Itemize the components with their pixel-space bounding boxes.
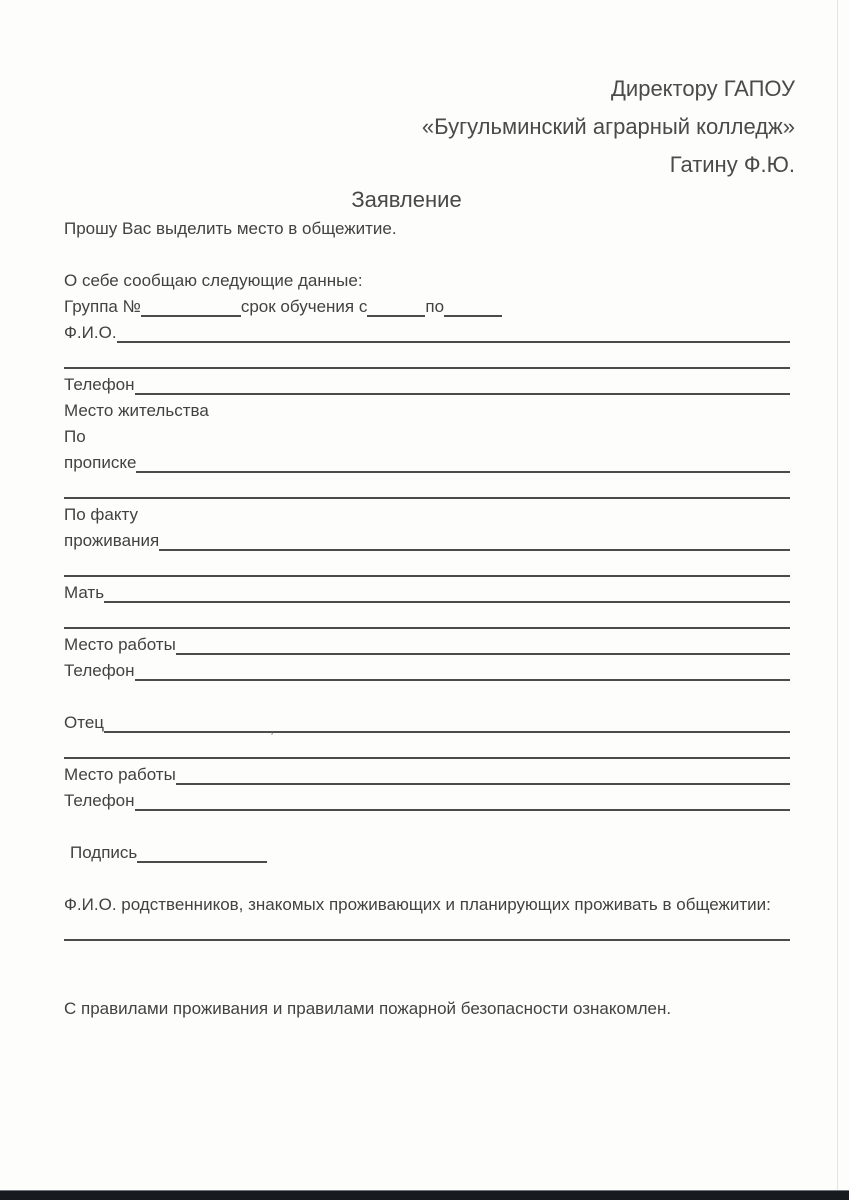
phone-blank-line	[135, 372, 790, 395]
scan-bottom-edge	[0, 1190, 849, 1200]
spacer-row	[64, 866, 790, 892]
spacer-row	[64, 970, 790, 996]
recipient-line-3: Гатину Ф.Ю.	[669, 152, 795, 177]
registration-blank-line	[136, 450, 790, 473]
mother-label: Мать	[64, 583, 105, 602]
recipient-block	[0, 70, 795, 184]
field-row-mother	[64, 580, 790, 606]
fio-blank-line	[117, 320, 790, 343]
request-row	[64, 216, 790, 242]
rules-acknowledgement-row	[64, 996, 790, 1022]
term-to-label: по	[425, 297, 445, 316]
registration-word-row	[64, 424, 790, 450]
recipient-line-2: «Бугульминский аграрный колледж»	[421, 114, 795, 139]
field-row-group	[64, 294, 790, 320]
field-row-father	[64, 710, 790, 736]
field-row-fio	[64, 320, 790, 346]
group-number-blank	[141, 294, 241, 317]
field-row-mother-phone	[64, 658, 790, 684]
field-row-father-workplace	[64, 762, 790, 788]
mother-phone-blank-line	[135, 658, 790, 681]
mother-workplace-blank-line	[176, 632, 790, 655]
signature-blank-line	[137, 840, 267, 863]
field-row-phone-1	[64, 372, 790, 398]
recipient-line-1: Директору ГАПОУ	[611, 76, 795, 101]
term-from-blank	[367, 294, 425, 317]
field-row-registration	[64, 450, 790, 476]
field-row-signature	[64, 840, 790, 866]
form-body	[64, 216, 790, 1022]
spacer-row	[64, 684, 790, 710]
registration-label-line1: По	[64, 427, 86, 446]
residence-label: Место жительства	[64, 401, 209, 420]
workplace-label: Место работы	[64, 765, 176, 784]
term-to-blank	[444, 294, 502, 317]
signature-label: Подпись	[70, 843, 138, 862]
request-text: Прошу Вас выделить место в общежитие.	[64, 219, 397, 238]
field-row-fact	[64, 528, 790, 554]
spacer-row	[64, 814, 790, 840]
spacer-row	[64, 242, 790, 268]
about-heading-row	[64, 268, 790, 294]
father-workplace-blank-line	[176, 762, 790, 785]
continuation-blank-line	[64, 554, 790, 577]
father-blank-line	[104, 710, 790, 733]
relatives-heading: Ф.И.О. родственников, знакомых проживающих и планирующих проживать в общежитии:	[64, 895, 771, 914]
phone-label: Телефон	[64, 375, 135, 394]
continuation-blank-line	[64, 736, 790, 759]
phone-label: Телефон	[64, 661, 135, 680]
spacer-row	[64, 944, 790, 970]
mother-blank-line	[104, 580, 790, 603]
father-label: Отец	[64, 713, 105, 732]
field-row-father-phone	[64, 788, 790, 814]
registration-label-line2: прописке	[64, 453, 137, 472]
relatives-blank-line	[64, 918, 790, 941]
term-label: срок обучения с	[240, 297, 368, 316]
scan-artifact-comma: ,	[270, 720, 274, 736]
continuation-blank-line	[64, 476, 790, 499]
about-heading: О себе сообщаю следующие данные:	[64, 271, 363, 290]
paper-edge-shadow	[837, 0, 838, 1200]
group-label: Группа №	[64, 297, 141, 316]
fact-label-line2: проживания	[64, 531, 160, 550]
father-phone-blank-line	[135, 788, 790, 811]
continuation-blank-line	[64, 606, 790, 629]
continuation-blank-line	[64, 346, 790, 369]
workplace-label: Место работы	[64, 635, 176, 654]
residence-heading-row	[64, 398, 790, 424]
rules-acknowledgement-text: С правилами проживания и правилами пожарной безопасности ознакомлен.	[64, 999, 672, 1018]
field-row-mother-workplace	[64, 632, 790, 658]
fio-label: Ф.И.О.	[64, 323, 117, 342]
fact-label-line1: По факту	[64, 505, 138, 524]
phone-label: Телефон	[64, 791, 135, 810]
document-title: Заявление	[351, 187, 462, 212]
fact-word-row	[64, 502, 790, 528]
fact-blank-line	[159, 528, 790, 551]
